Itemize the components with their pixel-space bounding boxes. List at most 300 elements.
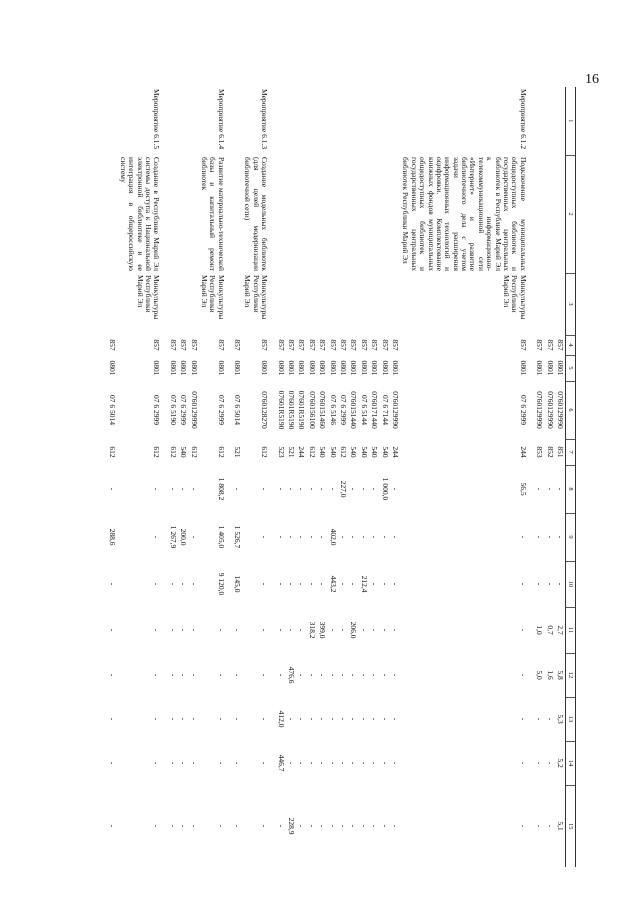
table-cell-col-15: 5,1 [556, 821, 565, 831]
table-cell-col-3 [188, 273, 198, 335]
table-cell-col-7: 612 [307, 446, 317, 458]
table-cell-col-6: 07 6 5146 [328, 395, 338, 425]
table-cell-col-13: - [152, 717, 162, 721]
table-cell-col-14: - [108, 761, 118, 765]
table-cell-col-5: 0801 [189, 360, 199, 376]
table-body [107, 87, 565, 867]
table-cell-col-11: - [287, 628, 297, 632]
table-cell-col-11: 399,0 [318, 621, 328, 639]
table-cell-col-14: - [297, 761, 307, 765]
table-cell-col-3 [369, 273, 379, 335]
table-cell-col-12: - [168, 673, 178, 677]
column-header-8: 8 [566, 465, 576, 513]
table-row [379, 87, 389, 867]
table-cell-col-11: 0,7 [545, 625, 555, 635]
table-cell-col-10: - [370, 582, 380, 586]
table-cell-col-11: - [339, 628, 349, 632]
table-row [242, 87, 275, 867]
column-header-1: 1 [566, 87, 576, 155]
table-cell-col-1 [338, 87, 348, 155]
table-cell-col-6: 0760151440 [349, 391, 359, 429]
table-cell-col-13: - [339, 717, 349, 721]
column-header-15: 15 [566, 785, 576, 867]
table-cell-col-2 [178, 155, 188, 273]
table-cell-col-9: 1 405,0 [216, 525, 226, 549]
table-cell-col-10: - [307, 582, 317, 586]
rotated-table-container [106, 87, 576, 867]
table-cell-col-10: - [189, 582, 199, 586]
table-cell-col-8: - [545, 487, 555, 491]
table-cell-col-14: - [152, 761, 162, 765]
table-row [232, 87, 242, 867]
table-cell-col-8: - [556, 487, 565, 491]
table-cell-col-3 [306, 273, 316, 335]
table-cell-col-1 [358, 87, 368, 155]
table-cell-col-8: - [168, 487, 178, 491]
table-cell-col-15: - [179, 824, 189, 828]
table-cell-col-13: - [518, 717, 528, 721]
table-cell-col-6: 07 6 2999 [518, 395, 528, 425]
table-cell-col-5: 0801 [260, 360, 270, 376]
table-cell-col-4: 857 [297, 339, 307, 351]
table-cell-col-8: - [108, 487, 118, 491]
table-cell-col-13: - [349, 717, 359, 721]
table-cell-col-2 [369, 155, 379, 273]
table-cell-col-12: 5,8 [556, 670, 565, 680]
table-cell-col-3: Минкультуры Республики Марий Эл [243, 275, 270, 320]
table-cell-col-1 [544, 87, 554, 155]
table-cell-col-7: 540 [179, 446, 189, 458]
table-cell-col-14: - [189, 761, 199, 765]
table-row [178, 87, 188, 867]
table-cell-col-1: Мероприятие 6.1.2 [518, 89, 528, 150]
table-cell-col-6: 07 6 2999 [216, 395, 226, 425]
table-cell-col-2 [317, 155, 327, 273]
table-cell-col-6: 07 6 5144 [359, 395, 369, 425]
header-row [566, 87, 576, 867]
column-header-10: 10 [566, 561, 576, 607]
table-cell-col-6: 0760171440 [370, 391, 380, 429]
table-cell-col-11: - [390, 628, 400, 632]
table-cell-col-9: 402,0 [328, 528, 338, 546]
table-cell-col-3 [286, 273, 296, 335]
table-cell-col-15: - [390, 824, 400, 828]
column-header-4: 4 [566, 335, 576, 355]
table-cell-col-2: Создание в Республике Марий Эл системы доступа к Национальной электронной библиотеке и ее интеграция в общероссийскую систему [118, 157, 162, 271]
table-cell-col-14: - [370, 761, 380, 765]
table-cell-col-3 [348, 273, 358, 335]
table-cell-col-13: - [359, 717, 369, 721]
table-cell-col-12: - [179, 673, 189, 677]
table-cell-col-9: 200,0 [179, 528, 189, 546]
table-cell-col-7: 612 [260, 446, 270, 458]
table-cell-col-9: - [287, 535, 297, 539]
table-cell-col-13: - [390, 717, 400, 721]
page-number: 16 [585, 72, 599, 87]
table-cell-col-15: 228,9 [287, 817, 297, 835]
table-cell-col-7: 540 [318, 446, 328, 458]
table-cell-col-1 [306, 87, 316, 155]
table-cell-col-6: 0760129990 [189, 391, 199, 429]
table-cell-col-6: 07 6 7144 [380, 395, 390, 425]
table-cell-col-14: - [260, 761, 270, 765]
table-cell-col-11: - [297, 628, 307, 632]
table-cell-col-13: - [287, 717, 297, 721]
table-cell-col-1: Мероприятие 6.1.3 [260, 89, 270, 150]
table-cell-col-3 [107, 273, 117, 335]
table-row [544, 87, 554, 867]
table-cell-col-7: 244 [390, 446, 400, 458]
table-row [199, 87, 232, 867]
table-cell-col-2 [544, 155, 554, 273]
table-cell-col-15: - [307, 824, 317, 828]
table-cell-col-4: 857 [556, 339, 565, 351]
table-cell-col-2 [286, 155, 296, 273]
table-row [117, 87, 167, 867]
table-cell-col-14: - [328, 761, 338, 765]
table-cell-col-12: 476,6 [287, 666, 297, 684]
table-cell-col-2 [275, 155, 285, 273]
table-cell-col-4: 857 [287, 339, 297, 351]
table-row [369, 87, 379, 867]
table-cell-col-5: 0801 [318, 360, 328, 376]
table-cell-col-12: - [276, 673, 286, 677]
table-cell-col-1 [327, 87, 337, 155]
column-header-13: 13 [566, 697, 576, 741]
table-cell-col-3: Минкультуры Республики Марий Эл [135, 275, 162, 320]
table-cell-col-14: - [168, 761, 178, 765]
table-cell-col-13: - [307, 717, 317, 721]
table-cell-col-14: - [545, 761, 555, 765]
table-cell-col-10: 212,4 [359, 575, 369, 593]
table-cell-col-15: - [328, 824, 338, 828]
table-cell-col-11: 1,0 [535, 625, 545, 635]
table-cell-col-5: 0801 [276, 360, 286, 376]
table-cell-col-6: 07 6 5014 [233, 395, 243, 425]
table-cell-col-15: - [260, 824, 270, 828]
table-cell-col-11: - [276, 628, 286, 632]
table-cell-col-5: 0801 [545, 360, 555, 376]
table-cell-col-5: 0801 [390, 360, 400, 376]
table-cell-col-12: - [318, 673, 328, 677]
table-cell-col-11: - [518, 628, 528, 632]
table-cell-col-1 [286, 87, 296, 155]
column-header-12: 12 [566, 653, 576, 697]
table-cell-col-5: 0801 [349, 360, 359, 376]
table-cell-col-3 [317, 273, 327, 335]
table-cell-col-9: 1 267,9 [168, 525, 178, 549]
table-cell-col-10: - [339, 582, 349, 586]
table-cell-col-14: - [233, 761, 243, 765]
table-cell-col-15: - [297, 824, 307, 828]
table-cell-col-12: - [359, 673, 369, 677]
table-cell-col-5: 0801 [359, 360, 369, 376]
table-cell-col-3 [338, 273, 348, 335]
table-cell-col-14: 446,7 [276, 754, 286, 772]
table-row [534, 87, 544, 867]
table-cell-col-10: - [287, 582, 297, 586]
table-cell-col-15: - [359, 824, 369, 828]
table-cell-col-12: - [152, 673, 162, 677]
table-cell-col-12: - [339, 673, 349, 677]
table-cell-col-7: 540 [328, 446, 338, 458]
table-cell-col-4: 857 [349, 339, 359, 351]
table-cell-col-14: - [287, 761, 297, 765]
table-cell-col-1 [534, 87, 544, 155]
table-cell-col-4: 857 [179, 339, 189, 351]
table-cell-col-2 [306, 155, 316, 273]
table-cell-col-1 [555, 87, 566, 155]
table-cell-col-10: - [380, 582, 390, 586]
table-cell-col-3 [327, 273, 337, 335]
table-cell-col-2 [358, 155, 368, 273]
table-cell-col-14: - [518, 761, 528, 765]
table-cell-col-6: 0760129990 [556, 391, 565, 429]
table-cell-col-1 [275, 87, 285, 155]
column-header-11: 11 [566, 607, 576, 653]
table-cell-col-14: - [216, 761, 226, 765]
table-cell-col-5: 0801 [556, 360, 565, 376]
table-cell-col-12: - [380, 673, 390, 677]
table-cell-col-1 [348, 87, 358, 155]
table-cell-col-7: 612 [216, 446, 226, 458]
table-cell-col-10: - [518, 582, 528, 586]
table-cell-col-8: 56,5 [518, 482, 528, 496]
table-cell-col-9: - [318, 535, 328, 539]
budget-table [107, 87, 576, 867]
table-cell-col-12: - [328, 673, 338, 677]
table-cell-col-8: - [179, 487, 189, 491]
table-cell-col-15: - [370, 824, 380, 828]
table-cell-col-2 [107, 155, 117, 273]
table-cell-col-8: - [276, 487, 286, 491]
table-cell-col-12: 1,6 [545, 670, 555, 680]
table-cell-col-1: Мероприятие 6.1.4 [216, 89, 226, 150]
table-cell-col-8: - [535, 487, 545, 491]
table-cell-col-10: 145,0 [233, 575, 243, 593]
table-cell-col-1 [296, 87, 306, 155]
table-cell-col-4: 857 [233, 339, 243, 351]
table-cell-col-5: 0801 [370, 360, 380, 376]
table-cell-col-5: 0801 [297, 360, 307, 376]
table-cell-col-14: - [390, 761, 400, 765]
column-header-3: 3 [566, 273, 576, 335]
table-cell-col-7: 851 [556, 446, 565, 458]
table-cell-col-2: Создание модельных библиотек (для целей модернизации библиотечной сети) [243, 157, 270, 271]
table-cell-col-1 [232, 87, 242, 155]
table-cell-col-15: - [152, 824, 162, 828]
table-cell-col-15: - [545, 824, 555, 828]
table-cell-col-4: 857 [152, 339, 162, 351]
table-cell-col-8: - [152, 487, 162, 491]
table-cell-col-3 [275, 273, 285, 335]
table-cell-col-8: 227,0 [339, 480, 349, 498]
table-cell-col-5: 0801 [233, 360, 243, 376]
table-cell-col-10: - [390, 582, 400, 586]
table-cell-col-10: - [349, 582, 359, 586]
table-cell-col-10: - [260, 582, 270, 586]
table-cell-col-1 [390, 87, 400, 155]
table-cell-col-6: 0760129990 [535, 391, 545, 429]
table-row [358, 87, 368, 867]
table-cell-col-6: 0760129990 [390, 391, 400, 429]
table-cell-col-14: - [318, 761, 328, 765]
table-cell-col-8: - [318, 487, 328, 491]
table-cell-col-13: - [380, 717, 390, 721]
table-cell-col-9: - [276, 535, 286, 539]
table-cell-col-8: - [287, 487, 297, 491]
table-cell-col-3 [379, 273, 389, 335]
table-cell-col-13: - [179, 717, 189, 721]
table-row [555, 87, 566, 867]
table-cell-col-2 [232, 155, 242, 273]
table-cell-col-6: 07 6 2999 [179, 395, 189, 425]
table-cell-col-9: - [349, 535, 359, 539]
table-cell-col-2 [167, 155, 177, 273]
table-cell-col-10: 443,2 [328, 575, 338, 593]
table-cell-col-8: - [359, 487, 369, 491]
table-cell-col-10: - [168, 582, 178, 586]
table-cell-col-10: - [108, 582, 118, 586]
table-cell-col-6: 07 6 5190 [168, 395, 178, 425]
table-row [317, 87, 327, 867]
table-cell-col-1 [317, 87, 327, 155]
table-cell-col-6: 07601R5190 [276, 390, 286, 430]
table-cell-col-9: - [556, 535, 565, 539]
table-cell-col-4: 857 [535, 339, 545, 351]
table-row [107, 87, 117, 867]
table-cell-col-8: - [349, 487, 359, 491]
table-cell-col-9: 1 526,7 [233, 525, 243, 549]
table-cell-col-1: Мероприятие 6.1.5 [152, 89, 162, 150]
table-cell-col-11: - [328, 628, 338, 632]
table-cell-col-3 [296, 273, 306, 335]
table-cell-col-7: 540 [359, 446, 369, 458]
table-cell-col-3 [555, 273, 566, 335]
table-cell-col-9: - [390, 535, 400, 539]
table-cell-col-11: 2,7 [556, 625, 565, 635]
table-cell-col-14: - [179, 761, 189, 765]
table-cell-col-12: - [260, 673, 270, 677]
table-cell-col-6: 0760129990 [545, 391, 555, 429]
table-row [286, 87, 296, 867]
table-cell-col-14: - [339, 761, 349, 765]
table-cell-col-2 [338, 155, 348, 273]
table-cell-col-1 [188, 87, 198, 155]
table-cell-col-7: 523 [276, 446, 286, 458]
table-cell-col-7: 521 [233, 446, 243, 458]
table-cell-col-11: - [108, 628, 118, 632]
table-cell-col-7: 612 [339, 446, 349, 458]
table-cell-col-3 [178, 273, 188, 335]
table-cell-col-8: - [390, 487, 400, 491]
table-cell-col-9: - [359, 535, 369, 539]
table-cell-col-4: 857 [328, 339, 338, 351]
table-cell-col-2 [296, 155, 306, 273]
table-cell-col-10: 9 120,0 [216, 572, 226, 596]
table-cell-col-10: - [297, 582, 307, 586]
table-cell-col-7: 853 [535, 446, 545, 458]
table-cell-col-12: - [297, 673, 307, 677]
table-cell-col-4: 857 [380, 339, 390, 351]
table-cell-col-15: - [189, 824, 199, 828]
table-row [390, 87, 400, 867]
table-cell-col-9: - [307, 535, 317, 539]
table-cell-col-4: 857 [260, 339, 270, 351]
table-cell-col-1 [369, 87, 379, 155]
table-cell-col-13: - [189, 717, 199, 721]
table-cell-col-1 [107, 87, 117, 155]
table-cell-col-11: - [216, 628, 226, 632]
table-cell-col-8: - [260, 487, 270, 491]
table-cell-col-4: 857 [276, 339, 286, 351]
table-cell-col-10: - [556, 582, 565, 586]
table-cell-col-6: 07 6 2999 [339, 395, 349, 425]
table-cell-col-7: 612 [168, 446, 178, 458]
table-cell-col-15: - [108, 824, 118, 828]
table-cell-col-2 [327, 155, 337, 273]
table-cell-col-14: - [349, 761, 359, 765]
table-cell-col-15: - [518, 824, 528, 828]
table-cell-col-11: - [152, 628, 162, 632]
table-cell-col-4: 857 [168, 339, 178, 351]
column-header-5: 5 [566, 355, 576, 381]
table-cell-col-8: - [328, 487, 338, 491]
table-cell-col-13: - [260, 717, 270, 721]
table-cell-col-6: 07601R5190 [287, 390, 297, 430]
table-cell-col-4: 857 [545, 339, 555, 351]
table-row [400, 87, 534, 867]
table-cell-col-3 [544, 273, 554, 335]
table-cell-col-7: 244 [518, 446, 528, 458]
table-cell-col-10: - [535, 582, 545, 586]
table-cell-col-13: - [545, 717, 555, 721]
table-cell-col-6: 0760151460 [318, 391, 328, 429]
table-cell-col-11: - [380, 628, 390, 632]
table-cell-col-13: - [535, 717, 545, 721]
table-cell-col-7: 612 [108, 446, 118, 458]
table-cell-col-5: 0801 [380, 360, 390, 376]
table-cell-col-15: - [535, 824, 545, 828]
table-cell-col-3 [534, 273, 544, 335]
table-cell-col-14: - [380, 761, 390, 765]
table-cell-col-4: 857 [370, 339, 380, 351]
table-cell-col-8: - [189, 487, 199, 491]
table-cell-col-12: 5,0 [535, 670, 545, 680]
table-cell-col-11: 206,0 [349, 621, 359, 639]
table-cell-col-8: - [370, 487, 380, 491]
table-cell-col-12: - [518, 673, 528, 677]
table-cell-col-12: - [307, 673, 317, 677]
table-cell-col-10: - [545, 582, 555, 586]
column-header-9: 9 [566, 513, 576, 561]
table-cell-col-4: 857 [518, 339, 528, 351]
table-row [327, 87, 337, 867]
table-row [167, 87, 177, 867]
table-cell-col-9: - [260, 535, 270, 539]
table-cell-col-11: - [179, 628, 189, 632]
table-cell-col-13: - [370, 717, 380, 721]
table-cell-col-14: - [535, 761, 545, 765]
table-cell-col-14: 5,2 [556, 758, 565, 768]
table-cell-col-15: - [233, 824, 243, 828]
table-cell-col-10: - [179, 582, 189, 586]
table-cell-col-2 [555, 155, 566, 273]
table-row [275, 87, 285, 867]
table-cell-col-7: 540 [380, 446, 390, 458]
table-row [296, 87, 306, 867]
table-cell-col-13: - [297, 717, 307, 721]
